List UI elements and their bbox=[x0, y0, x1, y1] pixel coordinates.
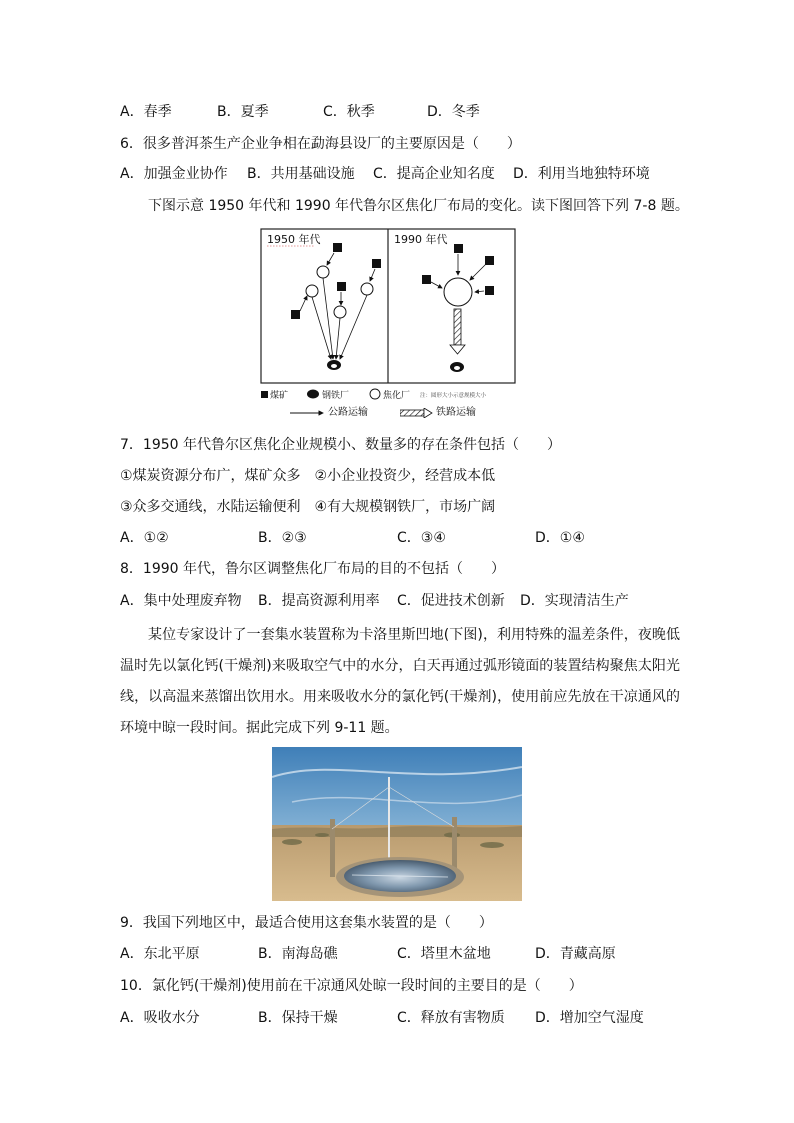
q8-option-c: C．促进技术创新 bbox=[397, 593, 505, 609]
coal-mine-icon bbox=[454, 244, 463, 253]
q8-option-b: B．提高资源利用率 bbox=[258, 593, 380, 609]
coking-plant-large-icon bbox=[444, 278, 472, 306]
q7-stem: 7．1950 年代鲁尔区焦化企业规模小、数量多的存在条件包括（ ） bbox=[120, 437, 561, 453]
q6-option-a: A．加强金业协作 bbox=[120, 166, 228, 182]
coking-plant-icon bbox=[306, 285, 318, 297]
legend-steel-label: 钢铁厂 bbox=[322, 391, 350, 401]
q10-option-c: C．释放有害物质 bbox=[397, 1010, 505, 1026]
q9-option-d: D．青藏高原 bbox=[535, 946, 616, 962]
water-collector-photo bbox=[272, 747, 522, 901]
coal-mine-icon bbox=[485, 256, 494, 265]
legend-road-label: 公路运输 bbox=[328, 407, 368, 418]
coal-mine-icon bbox=[485, 286, 494, 295]
q10-option-a: A．吸收水分 bbox=[120, 1010, 200, 1026]
legend-rail-label: 铁路运输 bbox=[436, 407, 476, 418]
q6-option-b: B．共用基础设施 bbox=[247, 166, 355, 182]
q8-option-d: D．实现清洁生产 bbox=[520, 593, 629, 609]
q6-option-c: C．提高企业知名度 bbox=[373, 166, 495, 182]
q5-option-a: A．春季 bbox=[120, 104, 172, 120]
q5-option-b: B．夏季 bbox=[217, 104, 269, 120]
q9-option-c: C．塔里木盆地 bbox=[397, 946, 491, 962]
coking-plant-icon bbox=[317, 266, 329, 278]
q7-option-a: A．①② bbox=[120, 530, 169, 546]
legend-note: 注：圆形大小示意规模大小 bbox=[420, 393, 487, 399]
q10-stem: 10．氯化钙(干燥剂)使用前在干凉通风处晾一段时间的主要目的是（ ） bbox=[120, 978, 583, 994]
q7-option-d: D．①④ bbox=[535, 530, 585, 546]
coking-plant-icon bbox=[334, 306, 346, 318]
coal-mine-icon bbox=[337, 282, 346, 291]
q7-option-c: C．③④ bbox=[397, 530, 446, 546]
ruhr-coking-layout-figure bbox=[260, 228, 536, 418]
q5-option-d: D．冬季 bbox=[427, 104, 480, 120]
intro-9-11-paragraph bbox=[120, 620, 680, 744]
panel-1990-title: 1990 年代 bbox=[394, 233, 448, 246]
coal-mine-icon bbox=[291, 310, 300, 319]
q5-option-c: C．秋季 bbox=[323, 104, 375, 120]
legend-coal-label: 煤矿 bbox=[270, 391, 289, 401]
q9-option-a: A．东北平原 bbox=[120, 946, 200, 962]
legend-coking-label: 焦化厂 bbox=[383, 391, 411, 401]
q10-option-d: D．增加空气湿度 bbox=[535, 1010, 644, 1026]
q7-option-b: B．②③ bbox=[258, 530, 307, 546]
q8-stem: 8．1990 年代，鲁尔区调整焦化厂布局的目的不包括（ ） bbox=[120, 561, 505, 577]
q9-option-b: B．南海岛礁 bbox=[258, 946, 338, 962]
q8-option-a: A．集中处理废弃物 bbox=[120, 593, 242, 609]
panel-1950-title: 1950 年代 bbox=[267, 233, 321, 246]
coal-mine-icon bbox=[333, 243, 342, 252]
legend-steel-icon bbox=[307, 390, 319, 399]
legend-coking-icon bbox=[370, 389, 380, 399]
q7-items-line2: ③众多交通线，水陆运输便利 ④有大规模钢铁厂，市场广阔 bbox=[120, 499, 496, 515]
figure-legend bbox=[261, 389, 487, 401]
coking-plant-icon bbox=[361, 283, 373, 295]
intro-9-11-text: 某位专家设计了一套集水装置称为卡洛里斯凹地(下图)，利用特殊的温差条件，夜晚低温时先以氯化钙(干燥剂)来吸取空气中的水分，白天再通过弧形镜面的装置结构聚焦太阳光线，以高温来蒸馏出饮用水。用来吸收水分的氯化钙(干燥剂)，使用前应先放在干凉通风的环境中晾一段时间。据此完成下列 9-11 题。 bbox=[120, 627, 680, 736]
q6-stem: 6．很多普洱茶生产企业争相在勐海县设厂的主要原因是（ ） bbox=[120, 136, 521, 152]
coal-mine-icon bbox=[422, 275, 431, 284]
coal-mine-icon bbox=[372, 259, 381, 268]
figure-legend-transport bbox=[290, 406, 530, 420]
q10-option-b: B．保持干燥 bbox=[258, 1010, 338, 1026]
intro-7-8: 下图示意 1950 年代和 1990 年代鲁尔区焦化厂布局的变化。读下图回答下列 7-8 题。 bbox=[148, 198, 689, 214]
q9-stem: 9．我国下列地区中，最适合使用这套集水装置的是（ ） bbox=[120, 915, 493, 931]
legend-coal-icon bbox=[261, 391, 268, 398]
q6-option-d: D．利用当地独特环境 bbox=[513, 166, 650, 182]
q7-items-line1: ①煤炭资源分布广，煤矿众多 ②小企业投资少，经营成本低 bbox=[120, 468, 496, 484]
